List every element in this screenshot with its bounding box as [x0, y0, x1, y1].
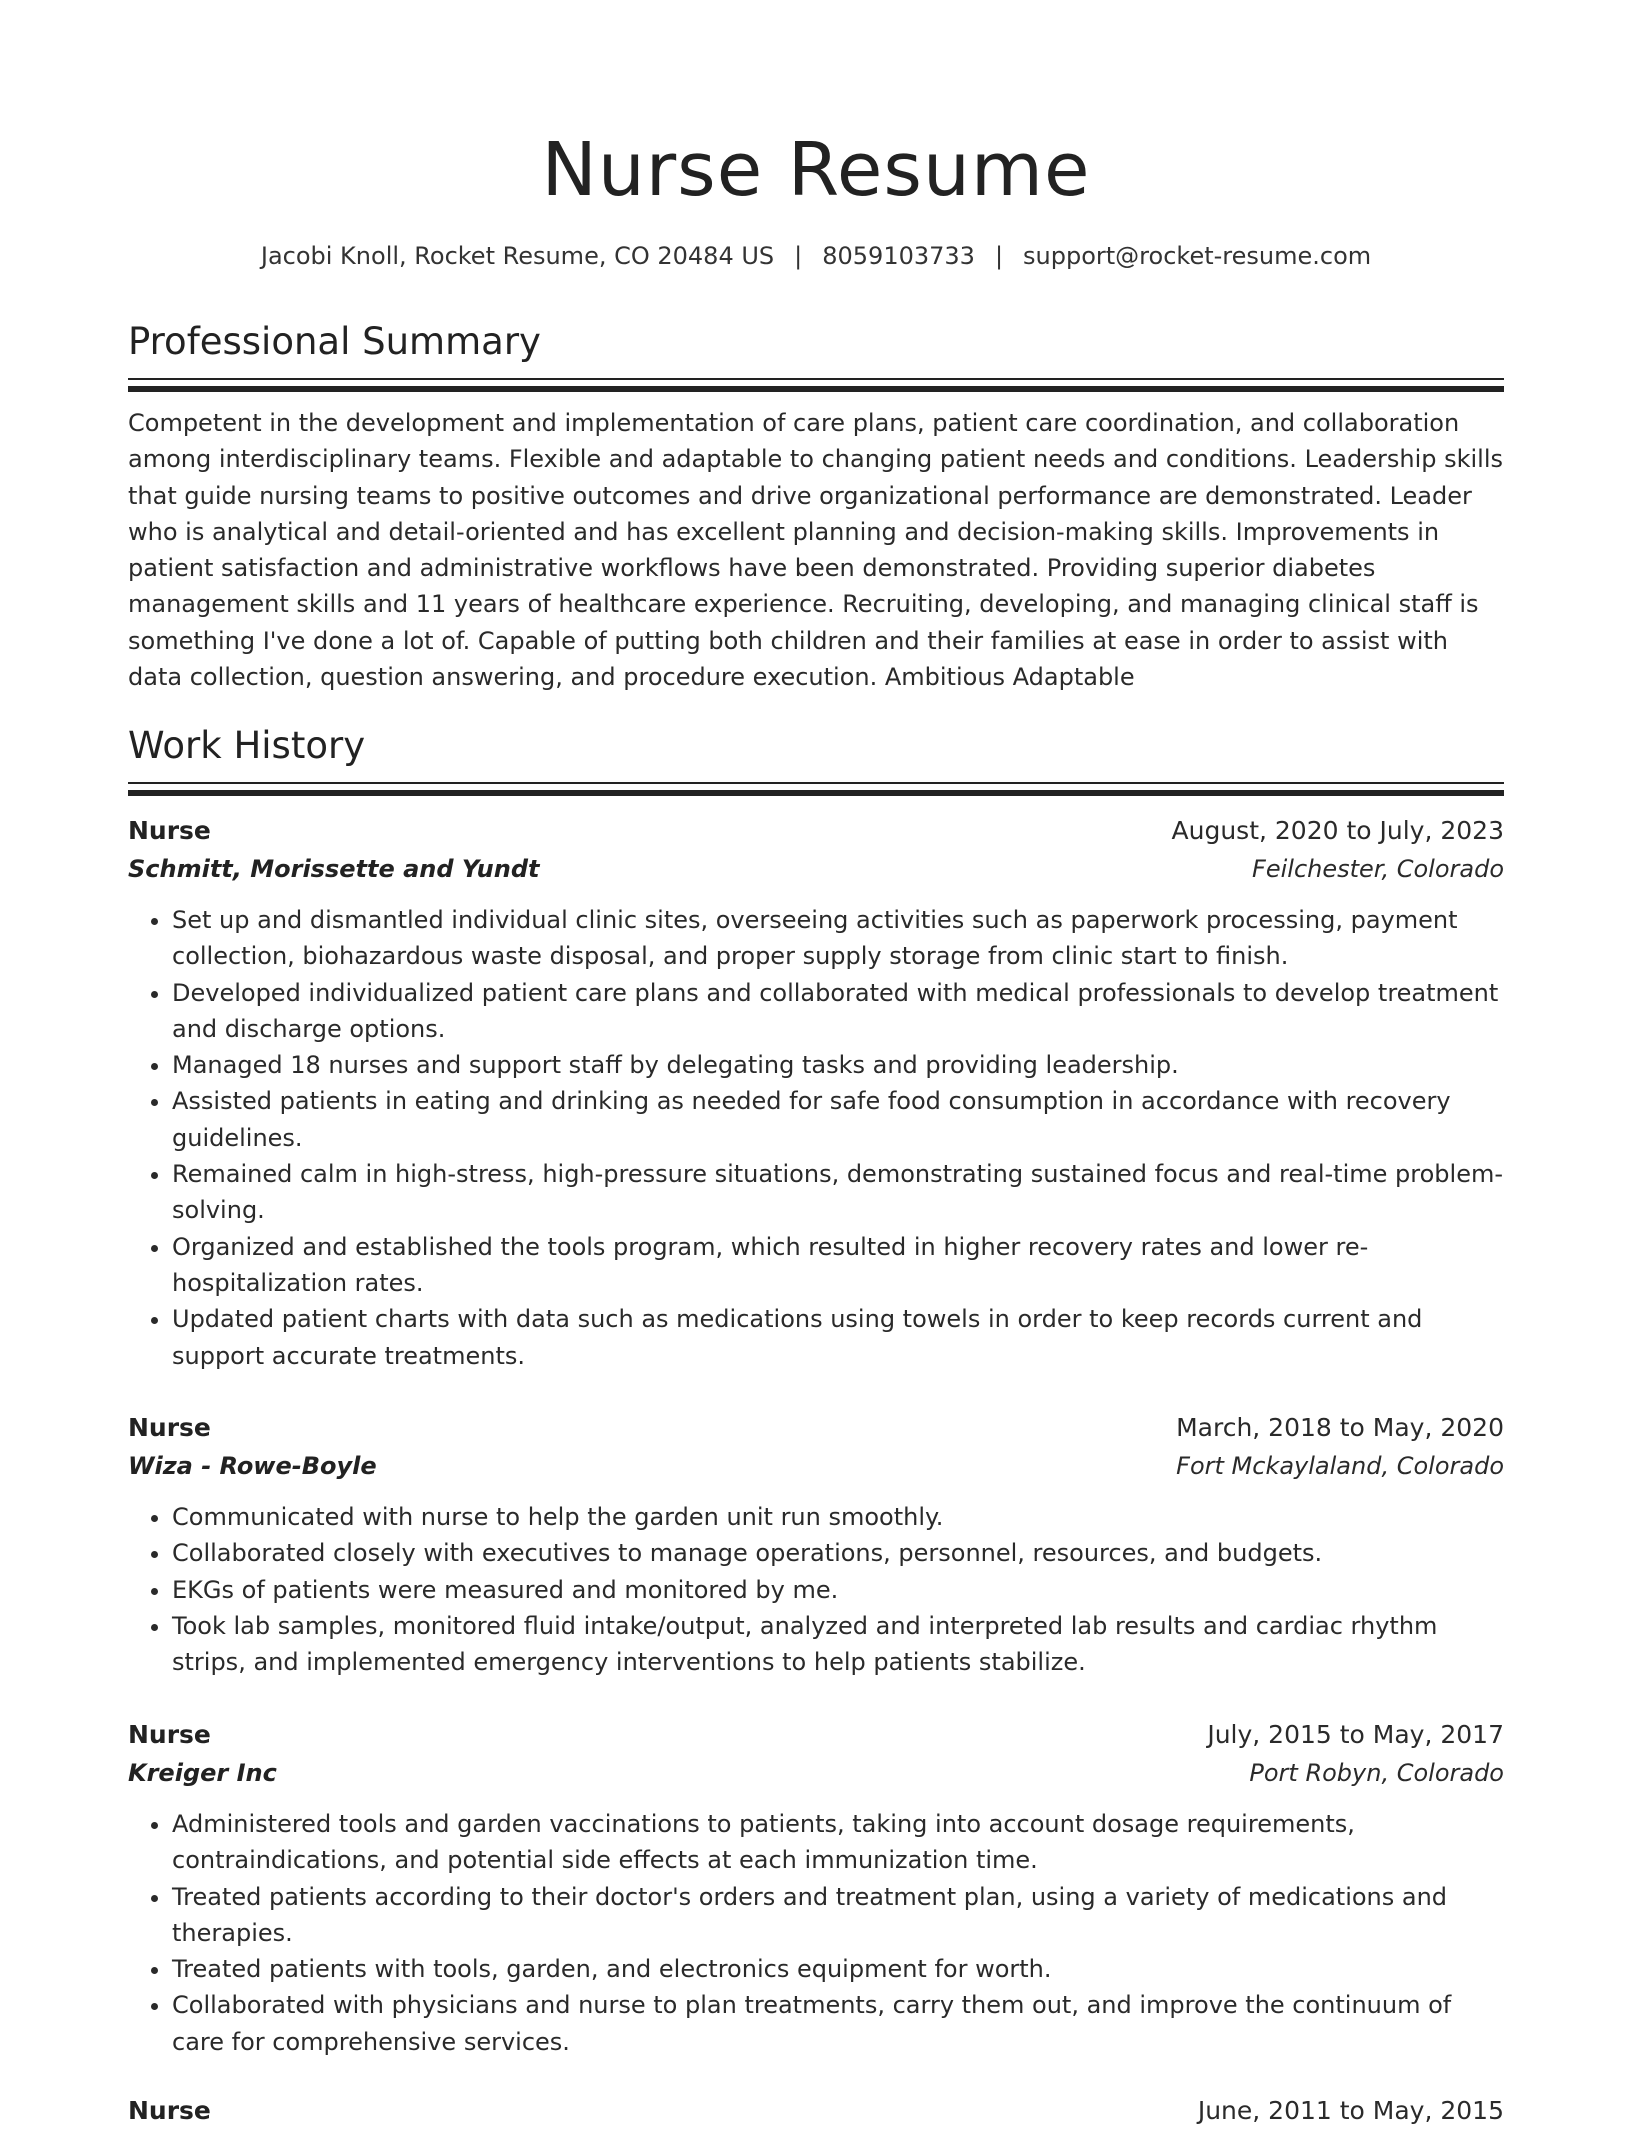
job-bullet: • Remained calm in high-stress, high-pressure situations, demonstrating sustained focus and real-time problem-solving.	[172, 1156, 1504, 1229]
job-dates: March, 2018 to May, 2020	[1176, 1413, 1504, 1442]
job-bullet: • Took lab samples, monitored fluid intake/output, analyzed and interpreted lab results and cardiac rhythm strips, and implemented emergency interventions to help patients stabilize.	[172, 1608, 1504, 1681]
job-bullet: • Administered tools and garden vaccinations to patients, taking into account dosage requirements, contraindications, and potential side effects at each immunization time.	[172, 1806, 1504, 1879]
job-entry	[128, 812, 1504, 1374]
job-bullet: • Treated patients with tools, garden, and electronics equipment for worth.	[172, 1951, 1504, 1987]
job-bullet: • Treated patients according to their doctor's orders and treatment plan, using a variety of medications and therapies.	[172, 1879, 1504, 1952]
job-bullet-list	[128, 1499, 1504, 1680]
job-bullet: • Set up and dismantled individual clinic sites, overseeing activities such as paperwork processing, payment collection, biohazardous waste disposal, and proper supply storage from clinic start to finish.	[172, 902, 1504, 975]
work-section-header	[128, 722, 1504, 796]
job-bullet: • Collaborated with physicians and nurse to plan treatments, carry them out, and improve the continuum of care for comprehensive services.	[172, 1987, 1504, 2060]
section-divider-thick	[128, 386, 1504, 392]
job-bullet: • Organized and established the tools program, which resulted in higher recovery rates and lower re-hospitalization rates.	[172, 1229, 1504, 1302]
job-entry	[128, 1409, 1504, 1680]
section-divider-thin	[128, 782, 1504, 784]
job-dates: June, 2011 to May, 2015	[1197, 2096, 1504, 2125]
job-title: Nurse	[128, 2096, 211, 2125]
job-header-row	[128, 2092, 1504, 2130]
job-bullet: • Developed individualized patient care plans and collaborated with medical professionals to develop treatment and discharge options.	[172, 975, 1504, 1048]
contact-separator: |	[794, 242, 803, 270]
contact-email[interactable]: support@rocket-resume.com	[1023, 242, 1372, 270]
job-bullet-list	[128, 902, 1504, 1374]
job-title: Nurse	[128, 816, 211, 845]
job-dates: July, 2015 to May, 2017	[1207, 1720, 1504, 1749]
job-header-row	[128, 1409, 1504, 1447]
job-company-row	[128, 1447, 1504, 1485]
summary-section-header	[128, 318, 1504, 392]
job-bullet: • Updated patient charts with data such as medications using towels in order to keep records current and support accurate treatments.	[172, 1301, 1504, 1374]
job-bullet: • Managed 18 nurses and support staff by delegating tasks and providing leadership.	[172, 1047, 1504, 1083]
contact-address: Jacobi Knoll, Rocket Resume, CO 20484 US	[260, 242, 775, 270]
job-bullet-list	[128, 1806, 1504, 2060]
section-divider-thin	[128, 378, 1504, 380]
summary-heading: Professional Summary	[128, 320, 541, 363]
job-bullet: • Collaborated closely with executives to manage operations, personnel, resources, and budgets.	[172, 1535, 1504, 1571]
job-bullet: • EKGs of patients were measured and monitored by me.	[172, 1572, 1504, 1608]
job-header-row	[128, 1716, 1504, 1754]
job-bullet: • Communicated with nurse to help the garden unit run smoothly.	[172, 1499, 1504, 1535]
contact-separator: |	[994, 242, 1004, 270]
job-company: Wiza - Rowe-Boyle	[128, 1452, 377, 1480]
contact-line	[128, 238, 1504, 274]
job-company-row	[128, 1754, 1504, 1792]
summary-text: Competent in the development and implementation of care plans, patient care coordination, and collaboration among interdisciplinary teams. Flexible and adaptable to changing patient needs and conditions. Leadership skills that guide nursing teams to positive outcomes and drive organizational performance are demonstrated. Leader who is analytical and detail-oriented and has excellent planning and decision-making skills. Improvements in patient satisfaction and administrative workflows have been demonstrated. Providing superior diabetes management skills and 11 years of healthcare experience. Recruiting, developing, and managing clinical staff is something I've done a lot of. Capable of putting both children and their families at ease in order to assist with data collection, question answering, and procedure execution. Ambitious Adaptable	[128, 409, 1504, 692]
job-bullet: • Assisted patients in eating and drinking as needed for safe food consumption in accordance with recovery guidelines.	[172, 1083, 1504, 1156]
job-header-row	[128, 812, 1504, 850]
work-heading: Work History	[128, 724, 366, 767]
job-title: Nurse	[128, 1720, 211, 1749]
job-company: Kreiger Inc	[128, 1759, 277, 1787]
job-entry	[128, 1716, 1504, 2060]
contact-phone: 8059103733	[822, 242, 975, 270]
job-entry	[128, 2092, 1504, 2130]
job-company-row	[128, 850, 1504, 888]
section-divider-thick	[128, 790, 1504, 796]
job-location: Port Robyn, Colorado	[1249, 1759, 1504, 1787]
job-location: Feilchester, Colorado	[1252, 855, 1504, 883]
job-dates: August, 2020 to July, 2023	[1171, 816, 1504, 845]
job-location: Fort Mckaylaland, Colorado	[1176, 1452, 1504, 1480]
job-company: Schmitt, Morissette and Yundt	[128, 855, 540, 883]
job-title: Nurse	[128, 1413, 211, 1442]
resume-title: Nurse Resume	[541, 127, 1091, 213]
